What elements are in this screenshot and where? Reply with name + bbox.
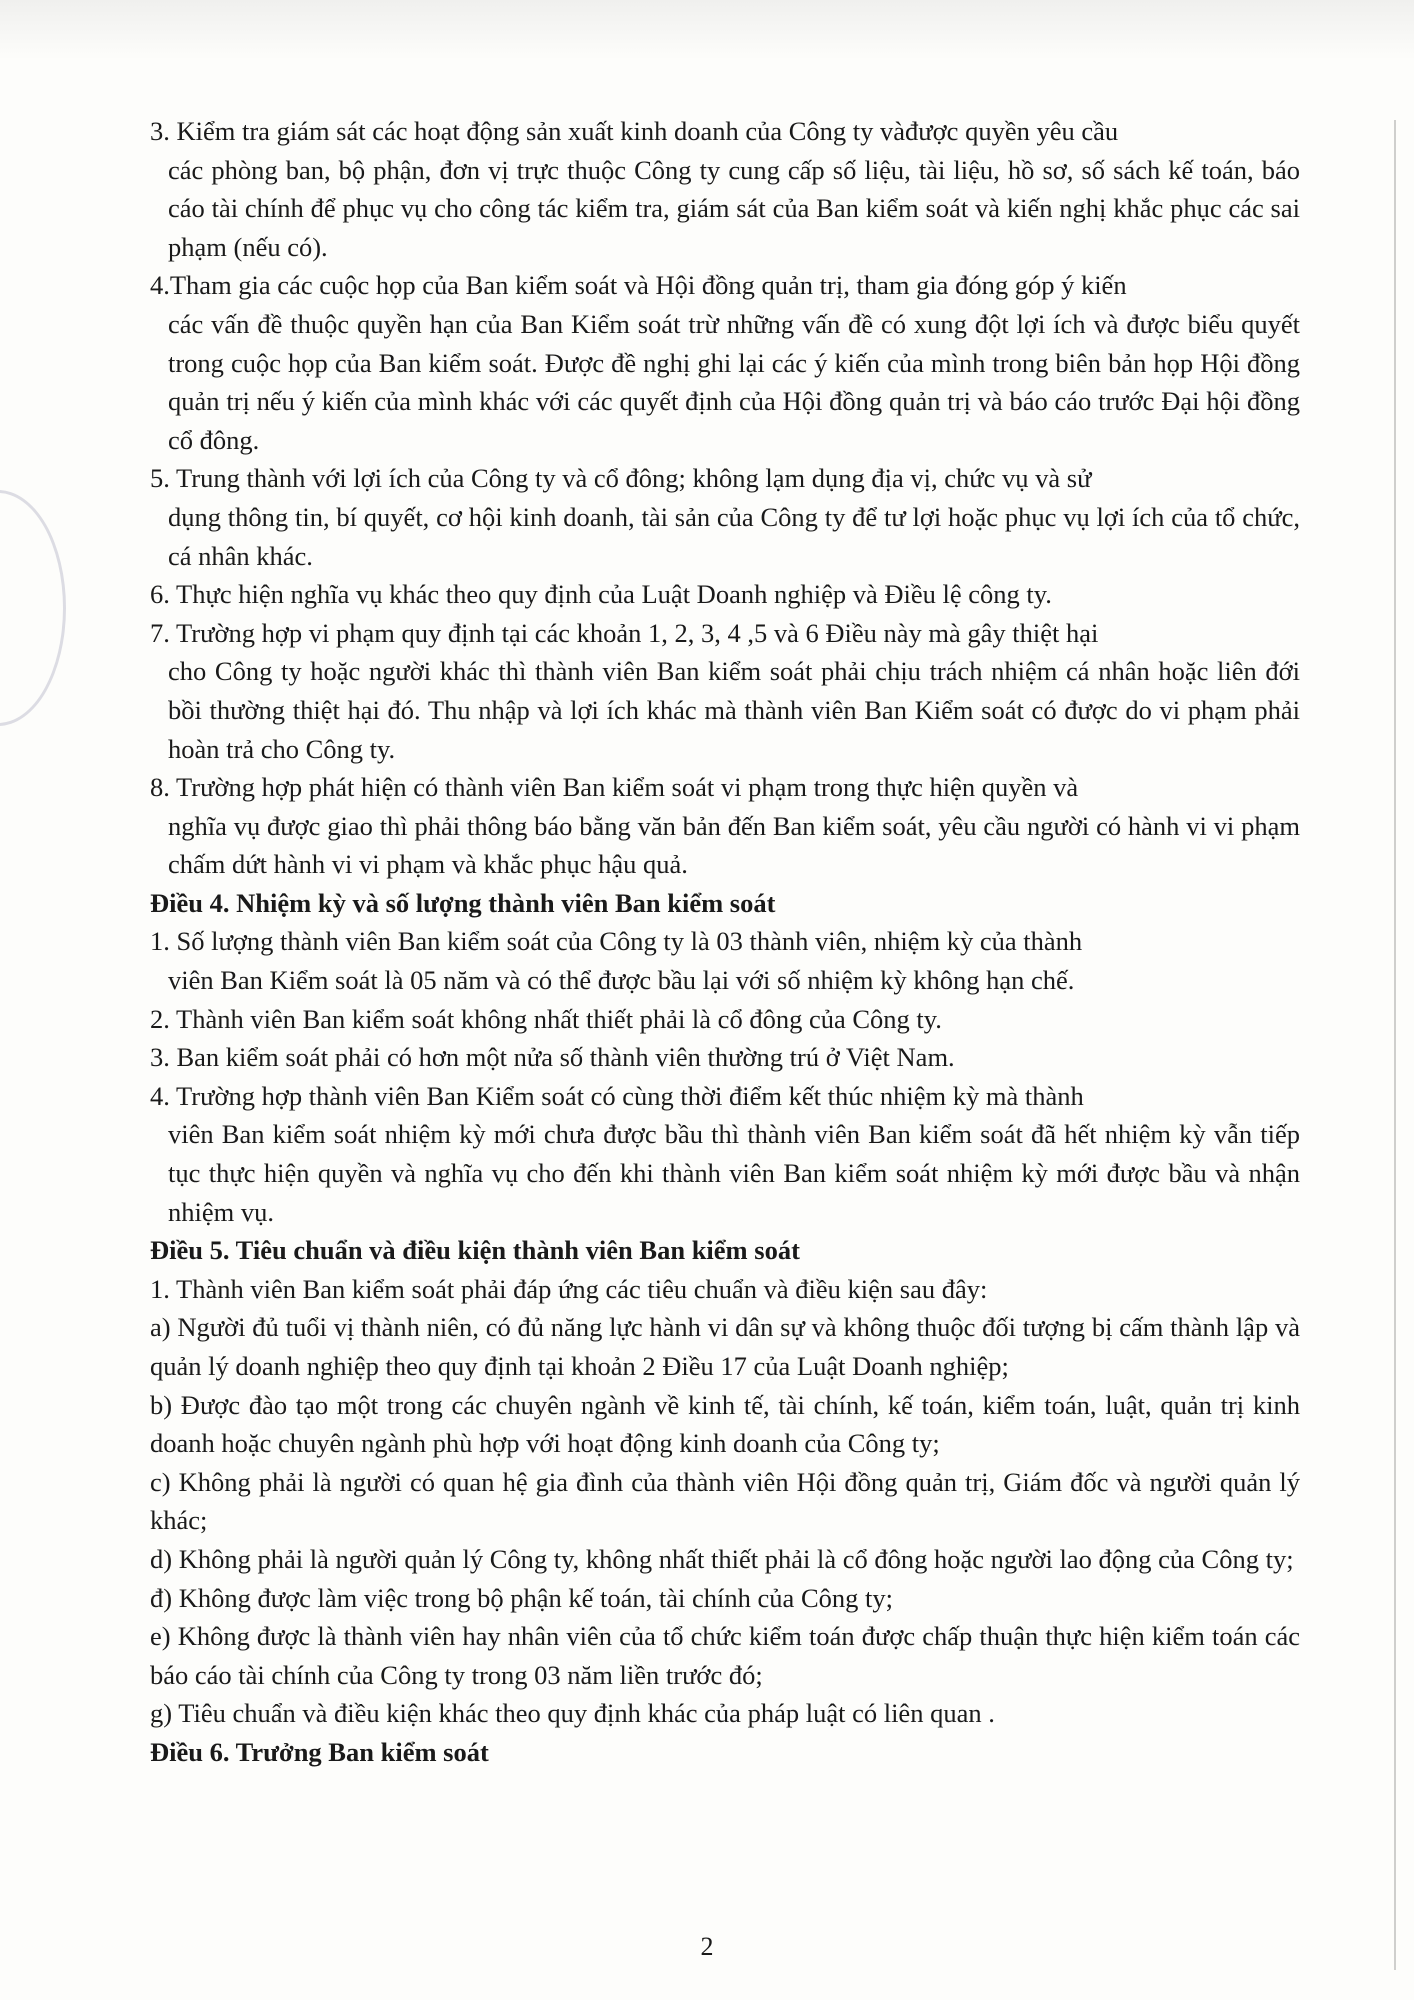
paragraph: 4.Tham gia các cuộc họp của Ban kiểm soát và Hội đồng quản trị, tham gia đóng góp ý kiến: [150, 270, 1127, 301]
paragraph: 7. Trường hợp vi phạm quy định tại các khoản 1, 2, 3, 4 ,5 và 6 Điều này mà gây thiệt hại: [150, 617, 1099, 648]
paragraph: 8. Trường hợp phát hiện có thành viên Ban kiểm soát vi phạm trong thực hiện quyền và: [150, 772, 1079, 803]
paragraph: viên Ban Kiểm soát là 05 năm và có thể được bầu lại với số nhiệm kỳ không hạn chế.: [168, 965, 1075, 996]
paragraph: viên Ban kiểm soát nhiệm kỳ mới chưa được bầu thì thành viên Ban kiểm soát đã hết nhiệm kỳ vẫn tiếp tục thực hiện quyền và nghĩa vụ cho đến khi thành viên Ban kiểm soát nhiệm kỳ mới được bầu và nhận nhiệm vụ.: [168, 1119, 1300, 1227]
paragraph: 2. Thành viên Ban kiểm soát không nhất thiết phải là cổ đông của Công ty.: [150, 1003, 942, 1034]
paragraph: 1. Số lượng thành viên Ban kiểm soát của Công ty là 03 thành viên, nhiệm kỳ của thành: [150, 926, 1083, 957]
paragraph: cho Công ty hoặc người khác thì thành viên Ban kiểm soát phải chịu trách nhiệm cá nhân hoặc liên đới bồi thường thiệt hại đó. Thu nhập và lợi ích khác mà thành viên Ban Kiểm soát có được do vi phạm phải hoàn trả cho Công ty.: [168, 656, 1300, 764]
paragraph: a) Người đủ tuổi vị thành niên, có đủ năng lực hành vi dân sự và không thuộc đối tượng bị cấm thành lập và quản lý doanh nghiệp theo quy định tại khoản 2 Điều 17 của Luật Doanh nghiệp;: [150, 1312, 1300, 1381]
paragraph: đ) Không được làm việc trong bộ phận kế toán, tài chính của Công ty;: [150, 1582, 893, 1613]
paragraph: 6. Thực hiện nghĩa vụ khác theo quy định của Luật Doanh nghiệp và Điều lệ công ty.: [150, 579, 1052, 610]
section-heading: Điều 4. Nhiệm kỳ và số lượng thành viên Ban kiểm soát: [150, 887, 776, 918]
paragraph: c) Không phải là người có quan hệ gia đình của thành viên Hội đồng quản trị, Giám đốc và người quản lý khác;: [150, 1466, 1300, 1536]
paragraph: các vấn đề thuộc quyền hạn của Ban Kiểm soát trừ những vấn đề có xung đột lợi ích và được biểu quyết trong cuộc họp của Ban kiểm soát. Được đề nghị ghi lại các ý kiến của mình trong biên bản họp Hội đồng quản trị nếu ý kiến của mình khác với các quyết định của Hội đồng quản trị và báo cáo trước Đại hội đồng cổ đông.: [168, 308, 1300, 455]
paragraph: b) Được đào tạo một trong các chuyên ngành về kinh tế, tài chính, kế toán, kiểm toán, luật, quản trị kinh doanh hoặc chuyên ngành phù hợp với hoạt động kinh doanh của Công ty;: [150, 1389, 1300, 1459]
paragraph: các phòng ban, bộ phận, đơn vị trực thuộc Công ty cung cấp số liệu, tài liệu, hồ sơ, số sách kế toán, báo cáo tài chính để phục vụ cho công tác kiểm tra, giám sát của Ban kiểm soát và kiến nghị khắc phục các sai phạm (nếu có).: [168, 154, 1300, 262]
paragraph: 3. Ban kiểm soát phải có hơn một nửa số thành viên thường trú ở Việt Nam.: [150, 1042, 955, 1073]
scan-edge-line: [1394, 120, 1396, 1970]
paragraph: g) Tiêu chuẩn và điều kiện khác theo quy định khác của pháp luật có liên quan .: [150, 1698, 995, 1729]
paragraph: nghĩa vụ được giao thì phải thông báo bằng văn bản đến Ban kiểm soát, yêu cầu người có hành vi vi phạm chấm dứt hành vi vi phạm và khắc phục hậu quả.: [168, 810, 1300, 880]
paragraph: 1. Thành viên Ban kiểm soát phải đáp ứng các tiêu chuẩn và điều kiện sau đây:: [150, 1273, 988, 1304]
page-number: 2: [700, 1932, 714, 1961]
section-heading: Điều 5. Tiêu chuẩn và điều kiện thành viên Ban kiểm soát: [150, 1235, 800, 1266]
paragraph: e) Không được là thành viên hay nhân viên của tổ chức kiểm toán được chấp thuận thực hiện kiểm toán các báo cáo tài chính của Công ty trong 03 năm liền trước đó;: [150, 1621, 1300, 1690]
paragraph: dụng thông tin, bí quyết, cơ hội kinh doanh, tài sản của Công ty để tư lợi hoặc phục vụ lợi ích của tổ chức, cá nhân khác.: [168, 501, 1300, 571]
paragraph: 5. Trung thành với lợi ích của Công ty và cổ đông; không lạm dụng địa vị, chức vụ và sử: [150, 463, 1092, 494]
section-heading: Điều 6. Trưởng Ban kiểm soát: [150, 1736, 489, 1767]
paragraph: 3. Kiểm tra giám sát các hoạt động sản xuất kinh doanh của Công ty vàđược quyền yêu cầu: [150, 116, 1119, 146]
stamp-seal: [0, 490, 66, 726]
paragraph: d) Không phải là người quản lý Công ty, không nhất thiết phải là cổ đông hoặc người lao động của Công ty;: [150, 1543, 1294, 1574]
document-body: [150, 112, 1300, 1772]
paragraph: 4. Trường hợp thành viên Ban Kiểm soát có cùng thời điểm kết thúc nhiệm kỳ mà thành: [150, 1080, 1084, 1111]
